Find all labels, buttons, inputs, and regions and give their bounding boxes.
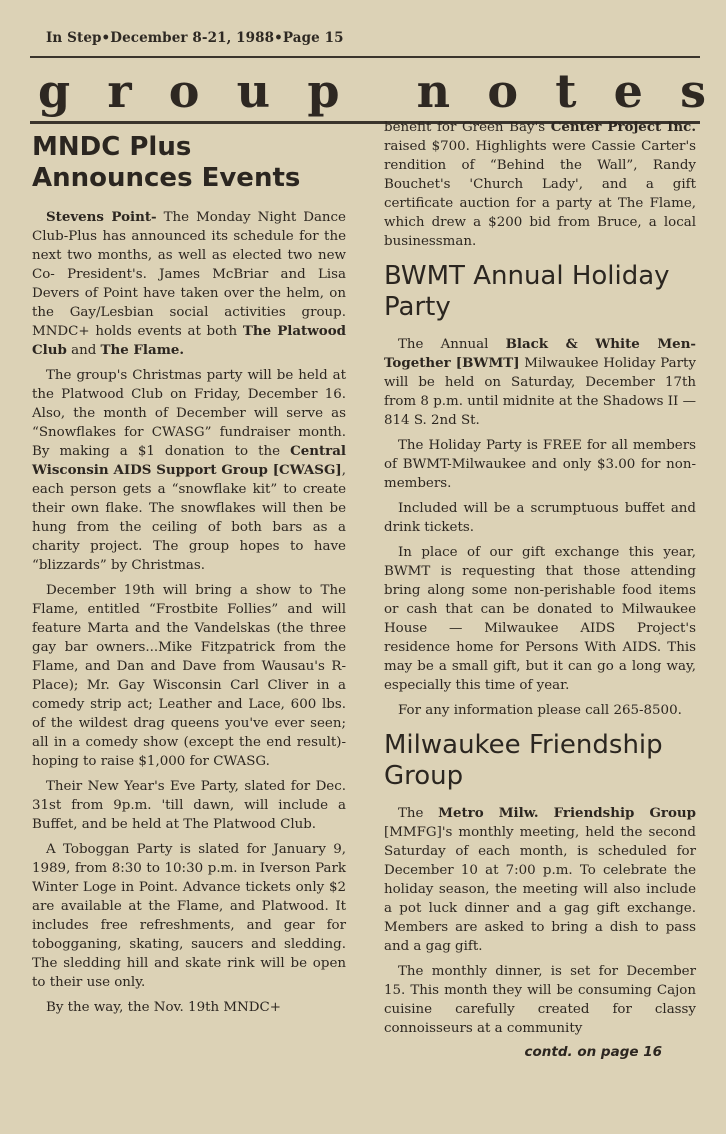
banner-letter: g bbox=[38, 64, 71, 118]
banner-letter: t bbox=[555, 64, 577, 118]
mndc-paragraph-4: Their New Year's Eve Party, slated for Dec. 31st from 9p.m. 'till dawn, will include a Buffet, and be held at The Platwood Club. bbox=[32, 779, 346, 832]
right-column bbox=[384, 118, 696, 1060]
mndc-continued-paragraph: benefit for Green Bay's Center Project Inc. raised $700. Highlights were Cassie Carter's rendition of “Behind the Wall”, Randy Bouchet's 'Church Lady', and a gift certificate auction for a party at The Flame, which drew a $200 bid from Bruce, a local businessman. bbox=[384, 119, 696, 249]
page-header: In Step•December 8-21, 1988•Page 15 bbox=[46, 30, 344, 46]
banner-letter: n bbox=[416, 64, 451, 118]
article-title-bwmt: BWMT Annual Holiday Party bbox=[384, 261, 670, 322]
bwmt-paragraph-5: For any information please call 265-8500. bbox=[398, 703, 682, 718]
bwmt-paragraph-3: Included will be a scrumptuous buffet and drink tickets. bbox=[384, 501, 696, 535]
banner-letter: o bbox=[487, 64, 518, 118]
bwmt-paragraph-4: In place of our gift exchange this year, BWMT is requesting that those attending bring along some non-perishable food items or cash that can be donated to Milwaukee House — Milwaukee AIDS Project's residence home for Persons With AIDS. This may be a small gift, but it can go a long way, especially this time of year. bbox=[384, 545, 696, 693]
mndc-paragraph-2: The group's Christmas party will be held at the Platwood Club on Friday, December 16. Also, the month of December will serve as “Snowflakes for CWASG” fundraiser month. By making a $1 donation to the Central Wisconsin AIDS Support Group [CWASG], each person gets a “snowflake kit” to create their own flake. The snowflakes will then be hung from the ceiling of both bars as a charity project. The group hopes to have “blizzards” by Christmas. bbox=[32, 368, 346, 573]
friendship-paragraph-2: The monthly dinner, is set for December 15. This month they will be consuming Cajon cuisine carefully created for classy connoisseurs at a community bbox=[384, 964, 696, 1036]
mndc-paragraph-6: By the way, the Nov. 19th MNDC+ bbox=[46, 1000, 281, 1015]
continued-on-page: contd. on page 16 bbox=[524, 1044, 662, 1060]
friendship-paragraph-1: The Metro Milw. Friendship Group [MMFG]'s monthly meeting, held the second Saturday of each month, is scheduled for December 10 at 7:00 p.m. To celebrate the holiday season, the meeting will also include a pot luck dinner and a gag gift exchange. Members are asked to bring a dish to pass and a gag gift. bbox=[384, 805, 696, 954]
banner-letter: s bbox=[680, 64, 706, 118]
article-title-mndc: MNDC Plus Announces Events bbox=[32, 132, 301, 193]
banner-letter: o bbox=[168, 64, 200, 118]
mndc-paragraph-3: December 19th will bring a show to The Flame, entitled “Frostbite Follies” and will feature Marta and the Vandelskas (the three gay bar owners...Mike Fitzpatrick from the Flame, and Dan and Dave from Wausau's R-Place); Mr. Gay Wisconsin Carl Cliver in a comedy strip act; Leather and Lace, 600 lbs. of the wildest drag queens you've ever seen; all in a comedy show (except the end result)-hoping to raise $1,000 for CWASG. bbox=[32, 583, 346, 769]
mndc-paragraph-5: A Toboggan Party is slated for January 9, 1989, from 8:30 to 10:30 p.m. in Iverson Park Winter Loge in Point. Advance tickets only $2 are available at the Flame, and Platwood. It includes free refreshments, and gear for tobogganing, skating, saucers and sledding. The sledding hill and skate rink will be open to their use only. bbox=[32, 842, 346, 990]
banner-letter: r bbox=[107, 64, 132, 118]
banner-letter: u bbox=[236, 64, 271, 118]
group-notes-banner bbox=[38, 64, 706, 118]
banner-letter: p bbox=[307, 64, 340, 118]
mndc-paragraph-1: Stevens Point- The Monday Night Dance Club-Plus has announced its schedule for the next two months, as well as elected two new Co- President's. James McBriar and Lisa Devers of Point have taken over the helm, on the Gay/Lesbian social activities group. MNDC+ holds events at both The Platwood Club and The Flame. bbox=[32, 209, 346, 358]
bwmt-paragraph-2: The Holiday Party is FREE for all members of BWMT-Milwaukee and only $3.00 for non-members. bbox=[384, 438, 696, 491]
article-title-friendship: Milwaukee Friendship Group bbox=[384, 730, 663, 791]
header-rule-top bbox=[30, 56, 700, 58]
banner-letter: e bbox=[613, 64, 643, 118]
bwmt-paragraph-1: The Annual Black & White Men-Together [BWMT] Milwaukee Holiday Party will be held on Saturday, December 17th from 8 p.m. until midnite at the Shadows II — 814 S. 2nd St. bbox=[384, 336, 696, 428]
dateline: Stevens Point- bbox=[46, 209, 157, 225]
left-column bbox=[32, 132, 346, 1023]
